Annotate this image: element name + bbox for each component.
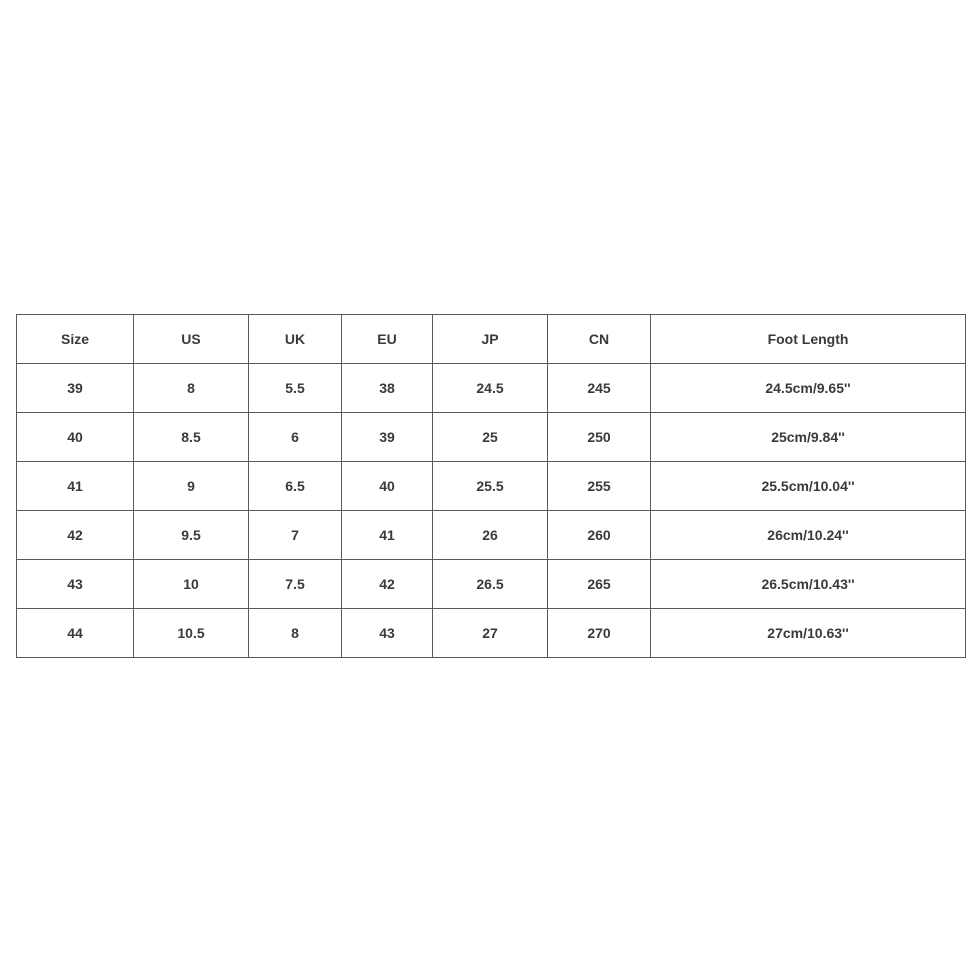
cell-uk: 5.5: [249, 364, 342, 413]
cell-foot-length: 24.5cm/9.65'': [651, 364, 966, 413]
table-row: [17, 609, 966, 658]
header-cn: CN: [548, 315, 651, 364]
size-chart-table: [16, 314, 966, 658]
header-us: US: [134, 315, 249, 364]
cell-size: 39: [17, 364, 134, 413]
cell-us: 10.5: [134, 609, 249, 658]
cell-foot-length: 25.5cm/10.04'': [651, 462, 966, 511]
cell-size: 43: [17, 560, 134, 609]
cell-eu: 39: [342, 413, 433, 462]
cell-cn: 245: [548, 364, 651, 413]
table-row: [17, 364, 966, 413]
cell-cn: 260: [548, 511, 651, 560]
cell-jp: 25.5: [433, 462, 548, 511]
cell-uk: 7.5: [249, 560, 342, 609]
table-row: [17, 462, 966, 511]
cell-us: 9: [134, 462, 249, 511]
cell-uk: 6: [249, 413, 342, 462]
cell-uk: 6.5: [249, 462, 342, 511]
cell-us: 9.5: [134, 511, 249, 560]
cell-us: 8: [134, 364, 249, 413]
cell-foot-length: 26cm/10.24'': [651, 511, 966, 560]
cell-size: 41: [17, 462, 134, 511]
cell-size: 44: [17, 609, 134, 658]
table-row: [17, 560, 966, 609]
cell-foot-length: 27cm/10.63'': [651, 609, 966, 658]
cell-eu: 43: [342, 609, 433, 658]
cell-jp: 26.5: [433, 560, 548, 609]
cell-eu: 38: [342, 364, 433, 413]
cell-foot-length: 25cm/9.84'': [651, 413, 966, 462]
cell-size: 42: [17, 511, 134, 560]
cell-eu: 41: [342, 511, 433, 560]
cell-uk: 8: [249, 609, 342, 658]
header-eu: EU: [342, 315, 433, 364]
cell-size: 40: [17, 413, 134, 462]
table-row: [17, 413, 966, 462]
header-foot-length: Foot Length: [651, 315, 966, 364]
header-row: [17, 315, 966, 364]
cell-cn: 255: [548, 462, 651, 511]
cell-jp: 25: [433, 413, 548, 462]
cell-jp: 26: [433, 511, 548, 560]
cell-cn: 270: [548, 609, 651, 658]
cell-cn: 265: [548, 560, 651, 609]
table-row: [17, 511, 966, 560]
header-uk: UK: [249, 315, 342, 364]
cell-jp: 24.5: [433, 364, 548, 413]
cell-us: 8.5: [134, 413, 249, 462]
cell-jp: 27: [433, 609, 548, 658]
cell-cn: 250: [548, 413, 651, 462]
cell-eu: 42: [342, 560, 433, 609]
cell-eu: 40: [342, 462, 433, 511]
cell-us: 10: [134, 560, 249, 609]
header-jp: JP: [433, 315, 548, 364]
cell-uk: 7: [249, 511, 342, 560]
header-size: Size: [17, 315, 134, 364]
cell-foot-length: 26.5cm/10.43'': [651, 560, 966, 609]
